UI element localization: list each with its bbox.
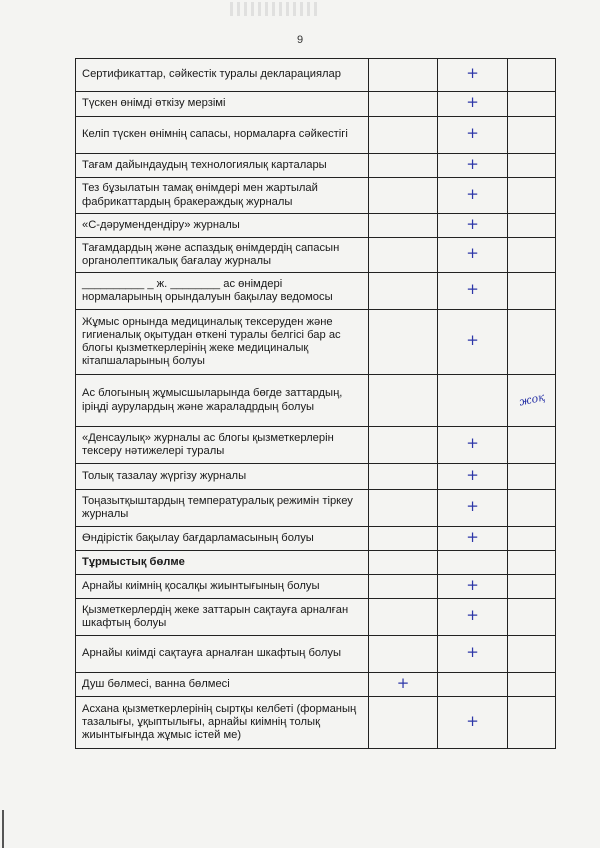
mark-cell-4 [508, 92, 556, 117]
table-row [76, 697, 556, 749]
row-label: Арнайы киімнің қосалқы жиынтығының болуы [76, 575, 369, 599]
mark-cell-4 [508, 551, 556, 575]
handwritten-plus-mark: + [466, 434, 479, 453]
row-label: Тағам дайындаудың технологиялық карталары [76, 154, 369, 178]
handwritten-plus-mark: + [466, 93, 479, 112]
row-label: Толық тазалау жүргізу журналы [76, 464, 369, 490]
mark-cell-4 [508, 273, 556, 310]
mark-cell-4 [508, 178, 556, 214]
mark-cell-3 [438, 59, 508, 92]
row-label: Жұмыс орнында медициналық тексеруден және гигиеналық оқытудан өткені туралы белгісі бар ас блогы қызметкерлерінің жеке медициналық кітапшаларының болуы [76, 310, 369, 375]
mark-cell-2 [369, 238, 438, 273]
mark-cell-2 [369, 697, 438, 749]
mark-cell-4 [508, 575, 556, 599]
mark-cell-3 [438, 490, 508, 527]
table-row [76, 375, 556, 427]
mark-cell-2 [369, 673, 438, 697]
mark-cell-4 [508, 214, 556, 238]
row-label: «С-дәрумендендіру» журналы [76, 214, 369, 238]
mark-cell-3 [438, 214, 508, 238]
mark-cell-3 [438, 464, 508, 490]
table-row [76, 59, 556, 92]
handwritten-plus-mark: + [466, 154, 479, 173]
mark-cell-2 [369, 310, 438, 375]
mark-cell-3 [438, 92, 508, 117]
mark-cell-2 [369, 599, 438, 636]
mark-cell-3 [438, 375, 508, 427]
row-label: «Денсаулық» журналы ас блогы қызметкерлерін тексеру нәтижелері туралы [76, 427, 369, 464]
row-label: Ас блогының жұмысшыларында бөгде заттардың, іріңді аурулардың және жараладрдың болуы [76, 375, 369, 427]
table-row [76, 599, 556, 636]
handwritten-plus-mark: + [466, 711, 479, 730]
row-label: Тез бұзылатын тамақ өнімдері мен жартылай фабрикаттардың бракераждық журналы [76, 178, 369, 214]
mark-cell-4 [508, 375, 556, 427]
mark-cell-4 [508, 427, 556, 464]
mark-cell-2 [369, 551, 438, 575]
row-label: Душ бөлмесі, ванна бөлмесі [76, 673, 369, 697]
scan-edge-artifact [2, 810, 4, 848]
mark-cell-4 [508, 310, 556, 375]
mark-cell-3 [438, 178, 508, 214]
mark-cell-3 [438, 527, 508, 551]
mark-cell-2 [369, 273, 438, 310]
mark-cell-2 [369, 154, 438, 178]
mark-cell-3 [438, 427, 508, 464]
mark-cell-2 [369, 527, 438, 551]
section-title: Тұрмыстық бөлме [76, 551, 369, 575]
handwritten-plus-mark: + [466, 244, 479, 263]
mark-cell-2 [369, 59, 438, 92]
table-row [76, 117, 556, 154]
mark-cell-3 [438, 238, 508, 273]
mark-cell-2 [369, 178, 438, 214]
mark-cell-2 [369, 214, 438, 238]
checklist-table [75, 58, 556, 749]
mark-cell-4 [508, 697, 556, 749]
checklist-table-body [76, 59, 556, 749]
mark-cell-4 [508, 464, 556, 490]
table-row [76, 636, 556, 673]
row-label: Арнайы киімді сақтауға арналған шкафтың болуы [76, 636, 369, 673]
bleed-through-artifact [230, 2, 320, 16]
table-row [76, 310, 556, 375]
row-label: Тоңазытқыштардың температуралық режимін тіркеу журналы [76, 490, 369, 527]
handwritten-plus-mark: + [396, 673, 410, 692]
mark-cell-4 [508, 636, 556, 673]
mark-cell-4 [508, 490, 556, 527]
mark-cell-3 [438, 575, 508, 599]
checklist-table-wrapper [75, 58, 556, 749]
mark-cell-4 [508, 599, 556, 636]
mark-cell-2 [369, 92, 438, 117]
table-row [76, 273, 556, 310]
mark-cell-3 [438, 273, 508, 310]
handwritten-plus-mark: + [466, 214, 479, 233]
handwritten-plus-mark: + [466, 465, 479, 484]
table-row [76, 527, 556, 551]
table-row [76, 238, 556, 273]
handwritten-note: жоқ [517, 390, 546, 409]
handwritten-plus-mark: + [466, 331, 479, 350]
table-row [76, 427, 556, 464]
mark-cell-4 [508, 117, 556, 154]
row-label: Өндірістік бақылау бағдарламасының болуы [76, 527, 369, 551]
mark-cell-3 [438, 697, 508, 749]
mark-cell-3 [438, 310, 508, 375]
mark-cell-3 [438, 636, 508, 673]
table-row [76, 575, 556, 599]
table-row [76, 490, 556, 527]
row-label: Сертификаттар, сәйкестік туралы декларациялар [76, 59, 369, 92]
row-label: Қызметкерлердің жеке заттарын сақтауға арналған шкафтың болуы [76, 599, 369, 636]
handwritten-plus-mark: + [466, 280, 479, 299]
mark-cell-2 [369, 117, 438, 154]
row-label: Асхана қызметкерлерінің сыртқы келбеті (форманың тазалығы, ұқыптылығы, арнайы киімнің толық жиынтығында жұмыс істей ме) [76, 697, 369, 749]
handwritten-plus-mark: + [466, 64, 479, 83]
handwritten-plus-mark: + [466, 643, 479, 662]
mark-cell-3 [438, 599, 508, 636]
mark-cell-4 [508, 527, 556, 551]
page-number: 9 [296, 34, 304, 46]
mark-cell-4 [508, 673, 556, 697]
mark-cell-2 [369, 490, 438, 527]
row-label: __________ _ ж. ________ ас өнімдері нормаларының орындалуын бақылау ведомосы [76, 273, 369, 310]
handwritten-plus-mark: + [466, 606, 479, 625]
handwritten-plus-mark: + [466, 497, 479, 516]
handwritten-plus-mark: + [466, 184, 479, 203]
table-row [76, 178, 556, 214]
row-label: Тағамдардың және аспаздық өнімдердің сапасын органолептикалық бағалау журналы [76, 238, 369, 273]
mark-cell-4 [508, 238, 556, 273]
mark-cell-4 [508, 59, 556, 92]
handwritten-plus-mark: + [466, 527, 479, 546]
table-row [76, 92, 556, 117]
table-row [76, 214, 556, 238]
section-row [76, 551, 556, 575]
handwritten-plus-mark: + [466, 575, 479, 594]
mark-cell-3 [438, 154, 508, 178]
row-label: Түскен өнімді өткізу мерзімі [76, 92, 369, 117]
mark-cell-3 [438, 673, 508, 697]
table-row [76, 464, 556, 490]
mark-cell-3 [438, 117, 508, 154]
handwritten-plus-mark: + [466, 124, 479, 143]
table-row [76, 154, 556, 178]
mark-cell-2 [369, 575, 438, 599]
row-label: Келіп түскен өнімнің сапасы, нормаларға сәйкестігі [76, 117, 369, 154]
mark-cell-2 [369, 427, 438, 464]
mark-cell-2 [369, 464, 438, 490]
mark-cell-4 [508, 154, 556, 178]
mark-cell-3 [438, 551, 508, 575]
mark-cell-2 [369, 375, 438, 427]
table-row [76, 673, 556, 697]
mark-cell-2 [369, 636, 438, 673]
